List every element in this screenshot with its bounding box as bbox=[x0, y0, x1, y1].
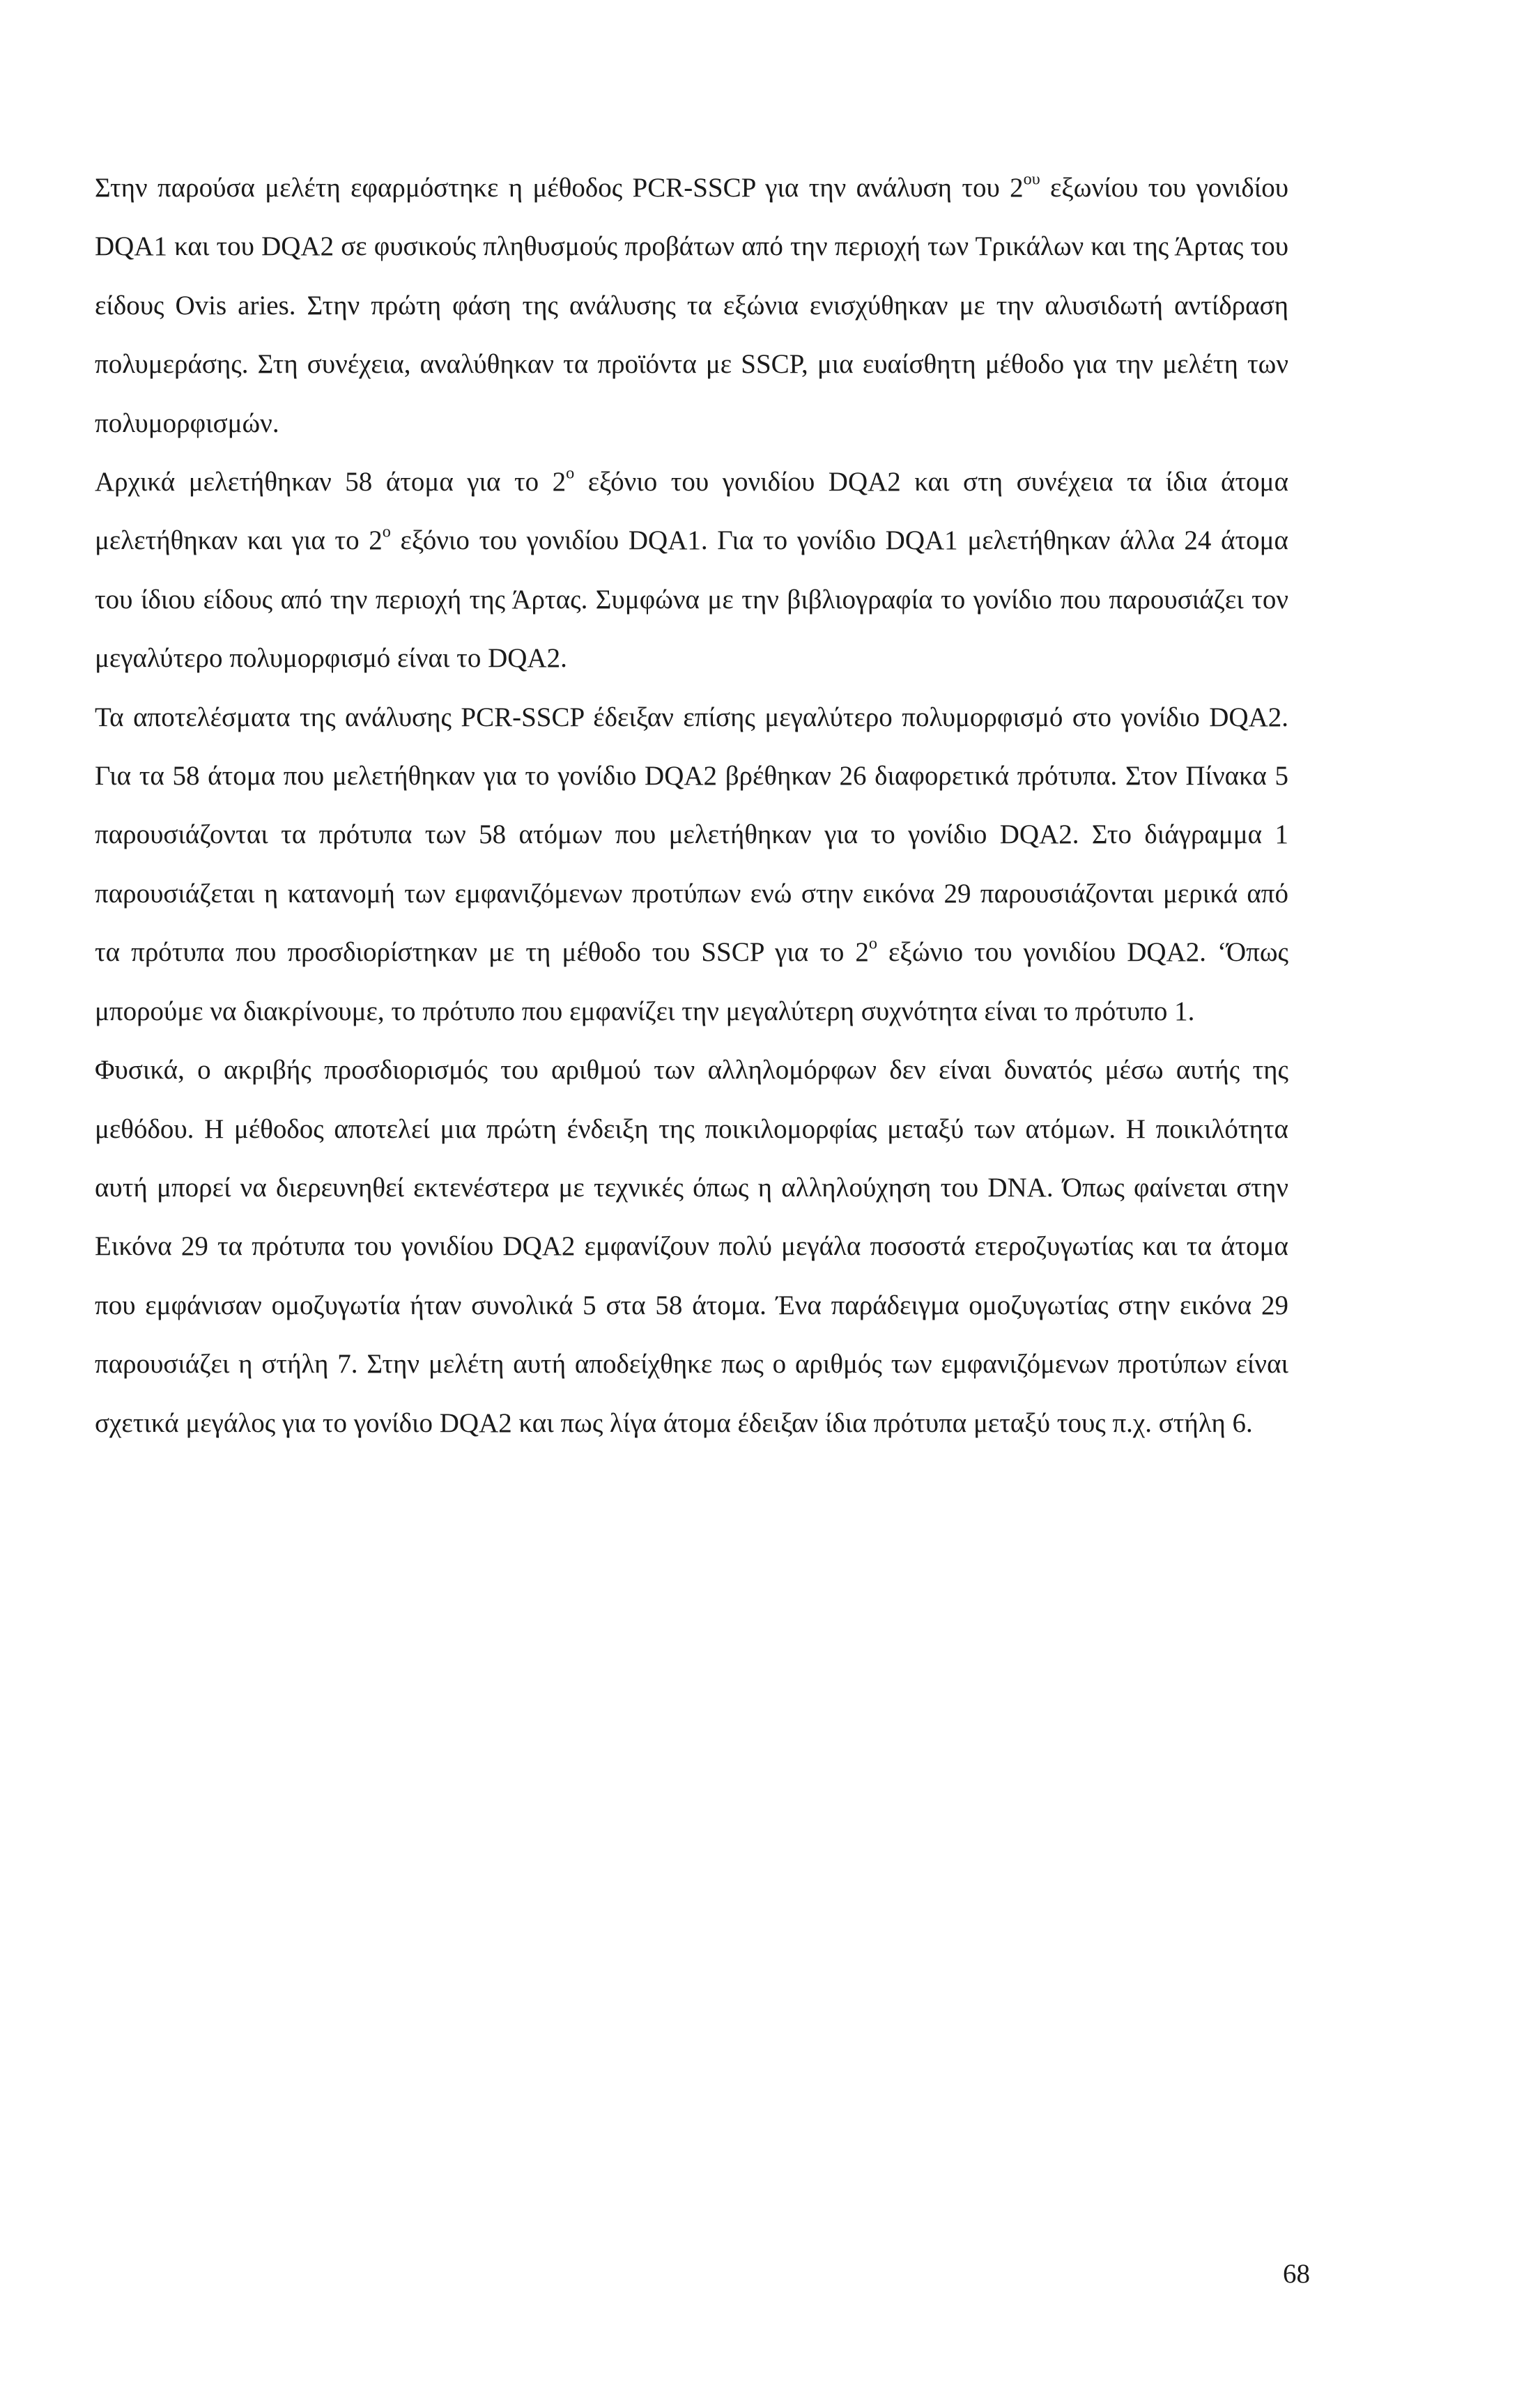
paragraph-2-text-c: εξόνιο του γονιδίου DQA1. Για το γονίδιο DQA1 μελετήθηκαν άλλα 24 άτομα του ίδιου είδους από την περιοχή της Άρτας. Συμφώνα με την βιβλιογραφία το γονίδιο που παρουσιάζει τον μεγαλύτερο πολυμορφισμό είναι το DQA2. bbox=[95, 525, 1288, 674]
paragraph-1-text-b: εξωνίου του γονιδίου DQA1 και του DQA2 σε φυσικούς πληθυσμούς προβάτων από την περιοχή των Τρικάλων και της Άρτας του είδους Ovis aries. Στην πρώτη φάση της ανάλυσης τα εξώνια ενισχύθηκαν με την αλυσιδωτή αντίδραση πολυμεράσης. Στη συνέχεια, αναλύθηκαν τα προϊόντα με SSCP, μια ευαίσθητη μέθοδο για την μελέτη των πολυμορφισμών. bbox=[95, 173, 1289, 438]
ordinal-superscript: ο bbox=[382, 523, 391, 542]
paragraph-1 bbox=[95, 159, 1288, 453]
paragraph-3-text-a: Τα αποτελέσματα της ανάλυσης PCR-SSCP έδειξαν επίσης μεγαλύτερο πολυμορφισμό στο γονίδιο DQA2. Για τα 58 άτομα που μελετήθηκαν για το γονίδιο DQA2 βρέθηκαν 26 διαφορετικά πρότυπα. Στον Πίνακα 5 παρουσιάζονται τα πρότυπα των 58 ατόμων που μελετήθηκαν για το γονίδιο DQA2. Στο διάγραμμα 1 παρουσιάζεται η κατανομή των εμφανιζόμενων προτύπων ενώ στην εικόνα 29 παρουσιάζονται μερικά από τα πρότυπα που προσδιορίστηκαν με τη μέθοδο του SSCP για το 2 bbox=[95, 702, 1288, 968]
paragraph-3 bbox=[95, 688, 1288, 1041]
paragraph-1-text-a: Στην παρούσα μελέτη εφαρμόστηκε η μέθοδος PCR-SSCP για την ανάλυση του 2 bbox=[95, 173, 1024, 203]
page-number: 68 bbox=[1283, 2259, 1310, 2289]
ordinal-superscript: ο bbox=[868, 934, 878, 953]
ordinal-superscript: ο bbox=[566, 463, 575, 483]
paragraph-2-text-a: Αρχικά μελετήθηκαν 58 άτομα για το 2 bbox=[95, 467, 567, 497]
paragraph-4 bbox=[95, 1041, 1288, 1453]
ordinal-superscript: ου bbox=[1023, 169, 1040, 189]
body-text bbox=[95, 159, 1288, 1453]
paragraph-2-text-b: εξόνιο του γονιδίου DQA2 και στη συνέχεια τα ίδια άτομα μελετήθηκαν και για το 2 bbox=[95, 467, 1289, 556]
paragraph-2 bbox=[95, 453, 1288, 688]
paragraph-3-text-b: εξώνιο του γονιδίου DQA2. ‘Όπως μπορούμε να διακρίνουμε, το πρότυπο που εμφανίζει την μεγαλύτερη συχνότητα είναι το πρότυπο 1. bbox=[95, 937, 1288, 1026]
paragraph-4-text: Φυσικά, ο ακριβής προσδιορισμός του αριθμού των αλληλομόρφων δεν είναι δυνατός μέσω αυτής της μεθόδου. Η μέθοδος αποτελεί μια πρώτη ένδειξη της ποικιλομορφίας μεταξύ των ατόμων. Η ποικιλότητα αυτή μπορεί να διερευνηθεί εκτενέστερα με τεχνικές όπως η αλληλούχηση του DNA. Όπως φαίνεται στην Εικόνα 29 τα πρότυπα του γονιδίου DQA2 εμφανίζουν πολύ μεγάλα ποσοστά ετεροζυγωτίας και τα άτομα που εμφάνισαν ομοζυγωτία ήταν συνολικά 5 στα 58 άτομα. Ένα παράδειγμα ομοζυγωτίας στην εικόνα 29 παρουσιάζει η στήλη 7. Στην μελέτη αυτή αποδείχθηκε πως ο αριθμός των εμφανιζόμενων προτύπων είναι σχετικά μεγάλος για το γονίδιο DQA2 και πως λίγα άτομα έδειξαν ίδια πρότυπα μεταξύ τους π.χ. στήλη 6. bbox=[95, 1055, 1288, 1438]
